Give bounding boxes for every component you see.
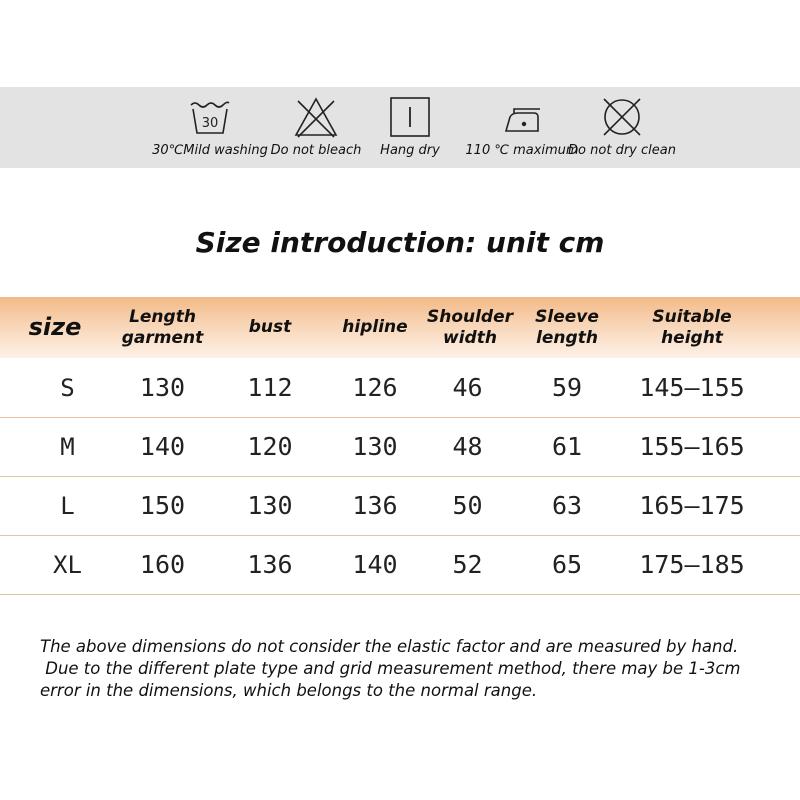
cell-size: S	[60, 373, 75, 402]
iron-low-icon	[500, 95, 544, 139]
cell-height: 175–185	[639, 550, 745, 579]
table-row	[0, 535, 800, 595]
wash-temp-badge: 30	[201, 116, 219, 131]
cell-bust: 136	[247, 550, 293, 579]
header-size: size	[28, 313, 82, 341]
cell-sleeve: 63	[551, 491, 583, 520]
cell-height: 155–165	[639, 432, 745, 461]
cell-height: 145–155	[639, 373, 745, 402]
no-dry-clean-icon	[600, 95, 644, 139]
header-length-garment: Length garment	[121, 306, 204, 348]
table-row	[0, 476, 800, 536]
cell-length: 160	[139, 550, 186, 579]
no-bleach-icon	[294, 95, 338, 139]
care-label-wash: 30℃Mild washing	[152, 143, 268, 158]
cell-length: 150	[139, 491, 186, 520]
measurement-note: The above dimensions do not consider the elastic factor and are measured by hand. Due to the different plate type and grid measurement method, there may be 1-3cm error in the dimensions, which belongs to the normal range.	[40, 637, 741, 700]
size-table-header	[0, 297, 800, 358]
cell-hipline: 130	[352, 432, 398, 461]
header-shoulder-width: Shoulder width	[426, 306, 514, 348]
care-label-iron: 110 ℃ maximum	[465, 143, 579, 158]
header-suitable-height: Suitable height	[652, 306, 732, 348]
cell-hipline: 136	[352, 491, 398, 520]
care-label-dry-clean: Do not dry clean	[568, 143, 676, 158]
care-label-hang-dry: Hang dry	[380, 143, 440, 158]
hang-dry-icon	[388, 95, 432, 139]
cell-shoulder: 48	[452, 432, 483, 461]
cell-shoulder: 52	[452, 550, 483, 579]
table-row	[0, 358, 800, 418]
cell-bust: 120	[247, 432, 293, 461]
header-bust: bust	[248, 317, 292, 337]
cell-size: XL	[53, 550, 82, 579]
cell-length: 140	[139, 432, 186, 461]
size-table-title: Size introduction: unit cm	[195, 226, 605, 259]
header-hipline: hipline	[342, 317, 408, 337]
care-label-bleach: Do not bleach	[270, 143, 362, 158]
cell-bust: 130	[247, 491, 293, 520]
cell-height: 165–175	[639, 491, 745, 520]
care-instructions-band	[0, 87, 800, 168]
cell-sleeve: 61	[551, 432, 583, 461]
cell-bust: 112	[247, 373, 293, 402]
cell-sleeve: 65	[551, 550, 583, 579]
cell-length: 130	[139, 373, 186, 402]
wash-30-icon	[188, 95, 232, 139]
cell-shoulder: 46	[452, 373, 483, 402]
table-row	[0, 417, 800, 477]
cell-size: M	[60, 432, 75, 461]
header-sleeve-length: Sleeve length	[535, 306, 599, 348]
cell-sleeve: 59	[551, 373, 583, 402]
cell-size: L	[60, 491, 75, 520]
cell-hipline: 140	[352, 550, 398, 579]
cell-hipline: 126	[352, 373, 398, 402]
cell-shoulder: 50	[452, 491, 483, 520]
